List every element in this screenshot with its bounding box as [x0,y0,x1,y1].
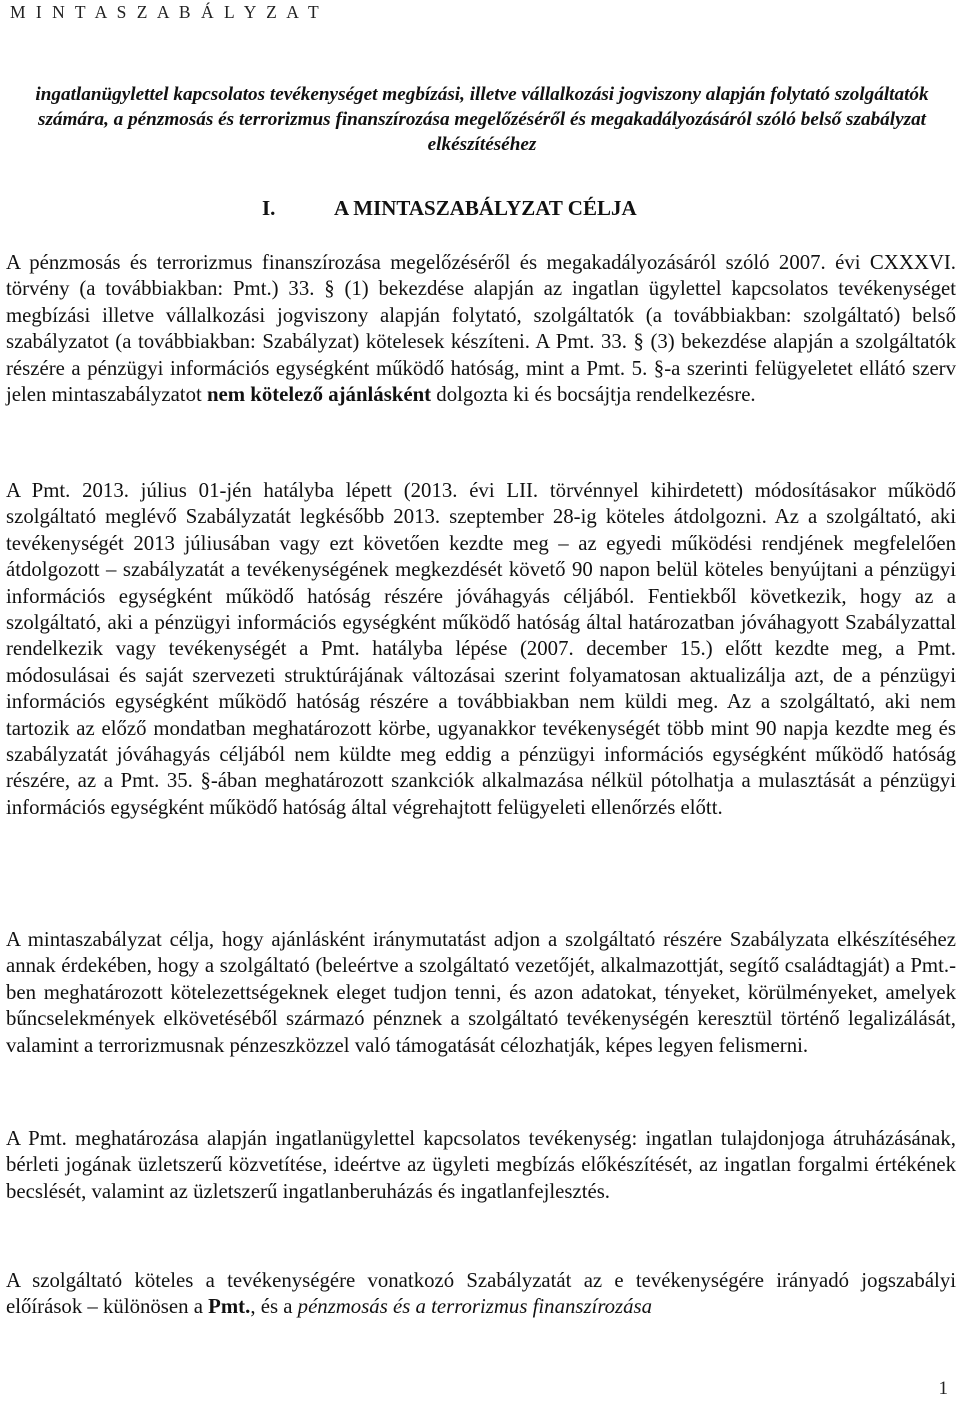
paragraph-obligation [6,1268,956,1321]
section-heading [262,196,637,221]
paragraph-deadline: A Pmt. 2013. július 01-jén hatályba lépett (2013. évi LII. törvénnyel kihirdetett) módosításakor működő szolgáltató meglévő Szabályzatát legkésőbb 2013. szeptember 28-ig köteles átdolgozni. Az a szolgáltató, aki tevékenységét 2013 júliusában vagy ezt követően kezdte meg – az egyedi működési rendjének megfelelően átdolgozott – szabályzatát a tevékenységének megkezdését követő 90 napon belül köteles benyújtani a pénzügyi információs egységként működő hatóság részére jóváhagyás céljából. Fentiekből következik, hogy az a szolgáltató, aki a pénzügyi információs egységként működő hatóság által határozatban jóváhagyott Szabályzattal rendelkezik vagy tevékenységét a Pmt. hatályba lépése (2007. december 15.) előtt kezdte meg, a Pmt. módosulásai és saját szervezeti struktúrájának változásai szerint folyamatosan aktualizálja azt, de a pénzügyi információs egységként működő hatóság részére a továbbiakban nem küldi meg. Az a szolgáltató, aki nem tartozik az előző mondatban meghatározott körbe, ugyanakkor tevékenységét több mint 90 napja kezdte meg és szabályzatát jóváhagyás céljából nem küldte meg eddig a pénzügyi információs egységként működő hatóság részére, az a Pmt. 35. §-ában meghatározott szankciók alkalmazása nélkül pótolhatja a mulasztását a pénzügyi információs egységként működő hatóság által végrehajtott felügyeleti ellenőrzés előtt. [6,479,956,819]
paragraph-definition: A Pmt. meghatározása alapján ingatlanügylettel kapcsolatos tevékenység: ingatlan tulajdonjoga átruházásának, bérleti jogának üzletszerű közvetítése, ideértve az ügyleti megbízás előkészítését, az ingatlan forgalmi értékének becslését, valamint az üzletszerű ingatlanberuházás és ingatlanfejlesztés. [6,1127,956,1203]
document-subtitle: ingatlanügylettel kapcsolatos tevékenységet megbízási, illetve vállalkozási jogviszony alapján folytató szolgáltatók számára, a pénzmosás és terrorizmus finanszírozása megelőzéséről és megakadályozásáról szóló belső szabályzat elkészítéséhez [35,84,929,155]
paragraph-text: A szolgáltató köteles a tevékenységére vonatkozó Szabályzatát az e tevékenységére irányadó jogszabályi előírások – különösen a [6,1269,956,1319]
emphasis-bold: Pmt. [208,1295,251,1319]
document-title: M I N T A S Z A B Á L Y Z A T [10,2,322,22]
section-number: I. [262,196,276,220]
paragraph-goal: A mintaszabályzat célja, hogy ajánlásként iránymutatást adjon a szolgáltató részére Szabályzata elkészítéséhez annak érdekében, hogy a szolgáltató (beleértve a szolgáltató vezetőjét, alkalmazottját, segítő családtagját) a Pmt.-ben meghatározott kötelezettségeknek eleget tudjon tenni, és azon adatokat, tényeket, körülményeket, amelyek bűncselekmények elkövetéséből származó pénznek a szolgáltató tevékenységén keresztül történő legalizálását, valamint a terrorizmusnak pénzeszközzel való támogatását célozhatják, képes legyen felismerni. [6,928,956,1057]
emphasis-bold: nem kötelező ajánlásként [206,383,432,407]
paragraph-text: , és a [250,1295,298,1319]
page-number: 1 [938,1378,948,1399]
section-title: A MINTASZABÁLYZAT CÉLJA [334,196,637,220]
paragraph-text: dolgozta ki és bocsájtja rendelkezésre. [431,383,756,407]
paragraph-purpose-law [6,250,956,408]
emphasis-italic: pénzmosás és a terrorizmus finanszírozása [297,1295,653,1319]
paragraph-text: A pénzmosás és terrorizmus finanszírozása megelőzéséről és megakadályozásáról szóló 2007. évi CXXXVI. törvény (a továbbiakban: Pmt.) 33. § (1) bekezdése alapján az ingatlan ügylettel kapcsolatos tevékenységet megbízási illetve vállalkozási jogviszony alapján folytató, szolgáltatók (a továbbiakban: szolgáltató) belső szabályzatot (a továbbiakban: Szabályzat) kötelesek készíteni. A Pmt. 33. § (3) bekezdése alapján a szolgáltatók részére a pénzügyi információs egységként működő hatóság, mint a Pmt. 5. §-a szerinti felügyeletet ellátó szerv jelen mintaszabályzatot [6,251,956,407]
